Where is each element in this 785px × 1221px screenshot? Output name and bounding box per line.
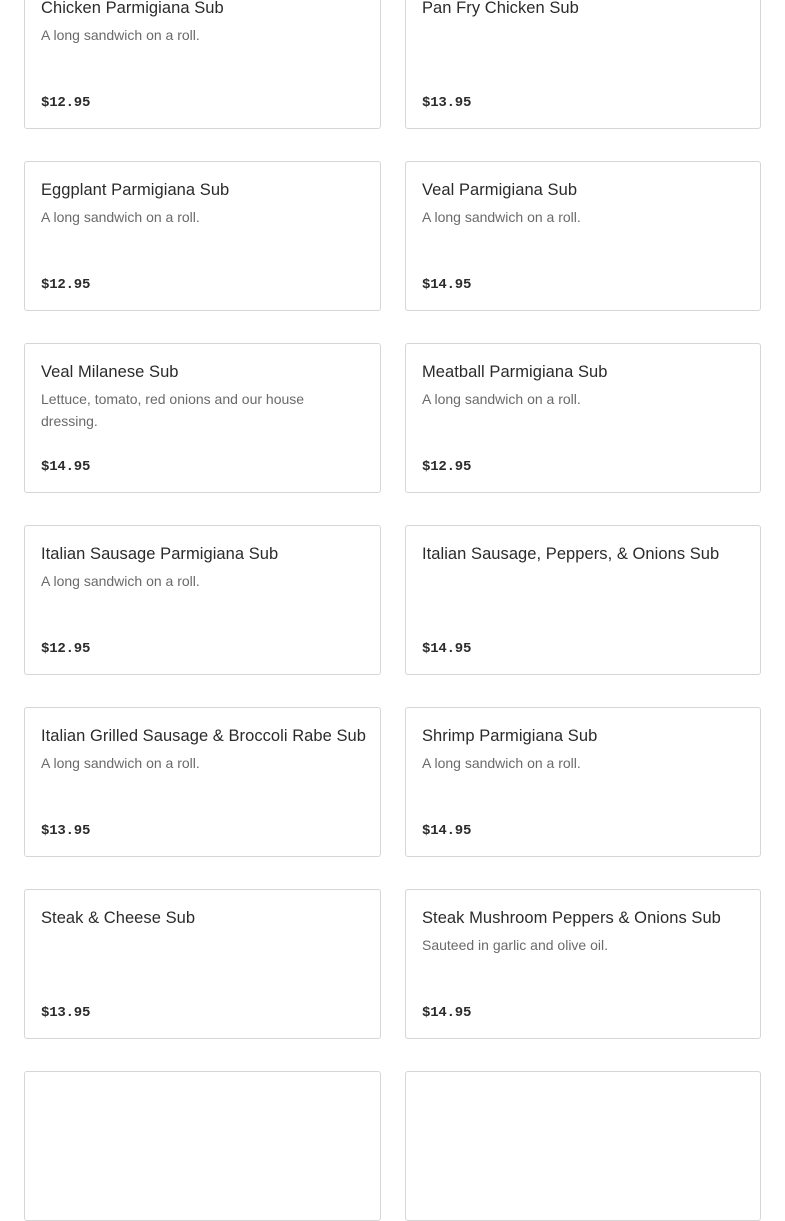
menu-item-name: Veal Parmigiana Sub bbox=[422, 181, 578, 199]
menu-item-card[interactable] bbox=[405, 1071, 761, 1221]
menu-item-card[interactable] bbox=[405, 525, 761, 675]
menu-item-card[interactable] bbox=[24, 0, 381, 129]
menu-item-price: $13.95 bbox=[41, 823, 91, 839]
menu-item-price: $12.95 bbox=[41, 277, 91, 293]
menu-item-price: $12.95 bbox=[41, 641, 91, 657]
menu-item-card[interactable] bbox=[24, 161, 381, 311]
menu-item-card[interactable] bbox=[24, 707, 381, 857]
menu-item-description: A long sandwich on a roll. bbox=[41, 209, 200, 225]
menu-item-description: A long sandwich on a roll. bbox=[41, 573, 200, 589]
menu-item-price: $14.95 bbox=[422, 823, 472, 839]
menu-item-name: Shrimp Parmigiana Sub bbox=[422, 727, 598, 745]
menu-item-card[interactable] bbox=[24, 1071, 381, 1221]
menu-item-card[interactable] bbox=[405, 0, 761, 129]
menu-item-name: Pan Fry Chicken Sub bbox=[422, 0, 579, 17]
menu-item-grid bbox=[24, 0, 761, 1221]
menu-item-name: Italian Grilled Sausage & Broccoli Rabe Sub bbox=[41, 727, 366, 745]
menu-item-price: $13.95 bbox=[422, 95, 472, 111]
menu-item-name: Steak & Cheese Sub bbox=[41, 909, 196, 927]
menu-item-card[interactable] bbox=[405, 343, 761, 493]
menu-item-card[interactable] bbox=[24, 525, 381, 675]
menu-item-card[interactable] bbox=[24, 889, 381, 1039]
menu-item-price: $14.95 bbox=[41, 459, 91, 475]
menu-item-description: A long sandwich on a roll. bbox=[422, 755, 581, 771]
menu-item-card[interactable] bbox=[405, 161, 761, 311]
menu-item-name: Chicken Parmigiana Sub bbox=[41, 0, 224, 17]
menu-item-price: $12.95 bbox=[41, 95, 91, 111]
menu-item-name: Eggplant Parmigiana Sub bbox=[41, 181, 230, 199]
menu-item-description: A long sandwich on a roll. bbox=[422, 209, 581, 225]
menu-item-card[interactable] bbox=[24, 343, 381, 493]
menu-item-price: $14.95 bbox=[422, 641, 472, 657]
menu-item-name: Veal Milanese Sub bbox=[41, 363, 179, 381]
menu-item-name: Italian Sausage Parmigiana Sub bbox=[41, 545, 279, 563]
menu-item-description: A long sandwich on a roll. bbox=[41, 27, 200, 43]
menu-item-description: Sauteed in garlic and olive oil. bbox=[422, 937, 609, 953]
menu-item-price: $12.95 bbox=[422, 459, 472, 475]
menu-item-card[interactable] bbox=[405, 889, 761, 1039]
menu-item-price: $13.95 bbox=[41, 1005, 91, 1021]
menu-item-description: A long sandwich on a roll. bbox=[41, 755, 200, 771]
menu-item-card[interactable] bbox=[405, 707, 761, 857]
menu-item-name: Meatball Parmigiana Sub bbox=[422, 363, 608, 381]
menu-item-name: Italian Sausage, Peppers, & Onions Sub bbox=[422, 545, 720, 563]
menu-item-description: A long sandwich on a roll. bbox=[422, 391, 581, 407]
menu-item-name: Steak Mushroom Peppers & Onions Sub bbox=[422, 909, 721, 927]
menu-item-price: $14.95 bbox=[422, 277, 472, 293]
menu-item-price: $14.95 bbox=[422, 1005, 472, 1021]
menu-item-description: Lettuce, tomato, red onions and our house dressing. bbox=[41, 391, 305, 429]
